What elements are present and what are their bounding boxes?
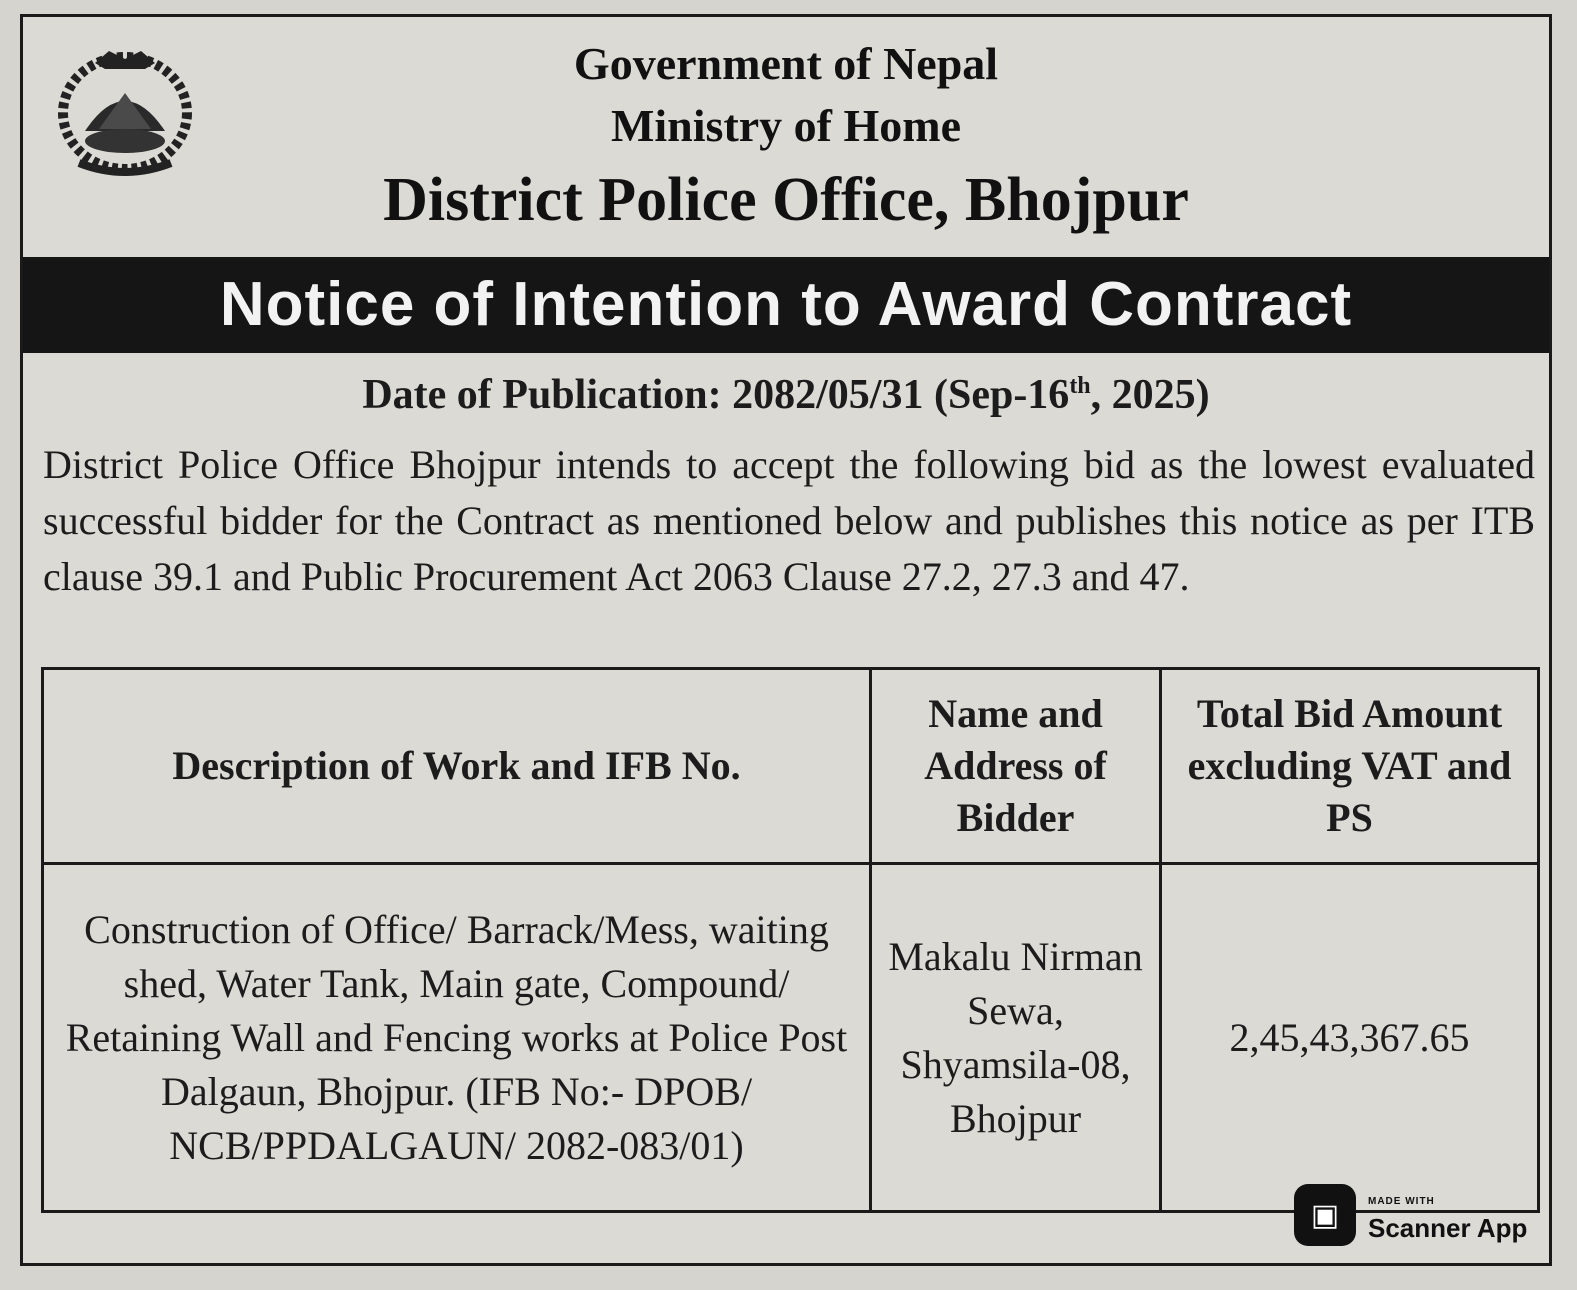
watermark-app-name: Scanner App	[1368, 1213, 1528, 1243]
scanner-watermark	[1272, 1160, 1568, 1270]
header-bidder: Name and Address of Bidder	[871, 669, 1161, 864]
award-table	[41, 667, 1540, 1213]
cell-amount: 2,45,43,367.65	[1161, 864, 1539, 1212]
header-government: Government of Nepal	[573, 38, 999, 89]
notice-banner: Notice of Intention to Award Contract	[23, 257, 1549, 353]
table-header-row	[43, 669, 1539, 864]
publication-date	[23, 371, 1549, 419]
scanner-app-icon: ▣	[1294, 1184, 1356, 1246]
header-office: District Police Office, Bhojpur	[383, 166, 1189, 234]
notice-frame	[20, 14, 1552, 1266]
publication-date-suffix: , 2025)	[1090, 372, 1210, 418]
header-ministry: Ministry of Home	[610, 100, 962, 151]
publication-date-prefix: Date of Publication: 2082/05/31 (Sep-16	[362, 372, 1070, 418]
publication-date-sup: th	[1069, 373, 1091, 399]
header-amount: Total Bid Amount excluding VAT and PS	[1161, 669, 1539, 864]
cell-description: Construction of Office/ Barrack/Mess, waiting shed, Water Tank, Main gate, Compound/ Retaining Wall and Fencing works at Police Post Dalgaun, Bhojpur. (IFB No:- DPOB/ NCB/PPDALGAUN/ 2082-083/01)	[43, 864, 871, 1212]
cell-bidder: Makalu Nirman Sewa, Shyamsila-08, Bhojpur	[871, 864, 1161, 1212]
watermark-made-with: MADE WITH	[1368, 1196, 1435, 1207]
intro-paragraph: District Police Office Bhojpur intends to accept the following bid as the lowest evaluated successful bidder for the Contract as mentioned below and publishes this notice as per ITB clause 39.1 and Public Procurement Act 2063 Clause 27.2, 27.3 and 47.	[43, 442, 1535, 599]
watermark-text	[1368, 1189, 1527, 1241]
header-description: Description of Work and IFB No.	[43, 669, 871, 864]
